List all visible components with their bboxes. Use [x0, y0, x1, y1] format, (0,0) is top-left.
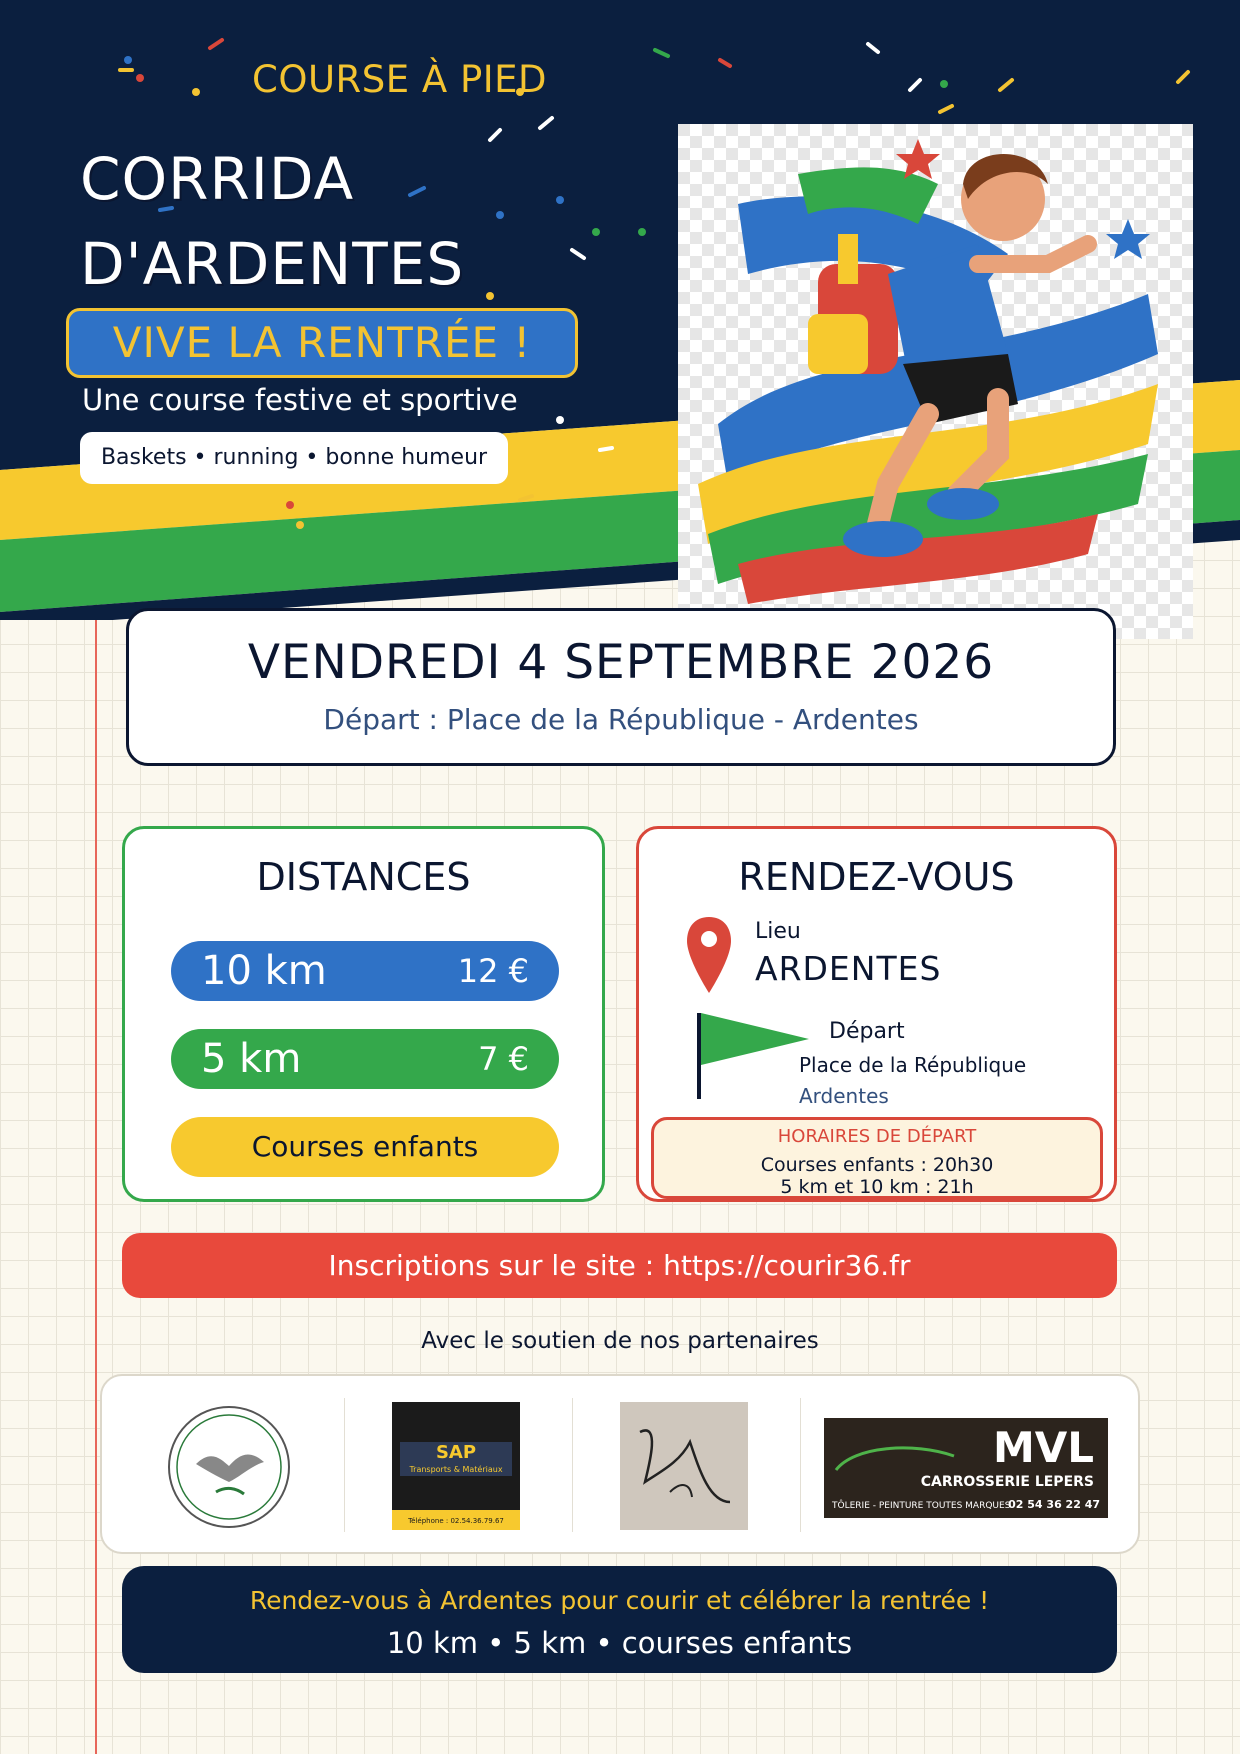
- event-title-line1: CORRIDA: [80, 145, 355, 213]
- mvl-carrosserie-logo: [824, 1418, 1108, 1518]
- partners-heading: Avec le soutien de nos partenaires: [421, 1328, 819, 1354]
- partner-separator: [800, 1398, 801, 1532]
- notebook-margin-line: [95, 560, 97, 1754]
- distance-label: 5 km: [201, 1036, 302, 1082]
- event-title-line2: D'ARDENTES: [80, 230, 465, 298]
- distance-price: 12 €: [457, 952, 529, 990]
- sap-phone: Téléphone : 02.54.36.79.67: [408, 1517, 504, 1525]
- kids-race-label: Courses enfants: [251, 1130, 479, 1163]
- runner-illustration: [678, 124, 1193, 639]
- depart-place: Place de la République: [799, 1053, 1027, 1077]
- sap-logo: [392, 1402, 520, 1530]
- distance-price: 7 €: [478, 1040, 529, 1078]
- sap-subtitle: Transports & Matériaux: [409, 1465, 503, 1474]
- start-time-kids: Courses enfants : 20h30: [760, 1154, 994, 1176]
- rendezvous-heading: RENDEZ-VOUS: [738, 855, 1015, 899]
- partners-card: [100, 1374, 1140, 1554]
- mvl-services: TÔLERIE - PEINTURE TOUTES MARQUES: [832, 1501, 1011, 1511]
- map-pin-icon: [685, 915, 733, 995]
- mvl-subtitle: CARROSSERIE LEPERS: [920, 1474, 1094, 1490]
- lieu-value: ARDENTES: [755, 949, 942, 988]
- mvl-name: MVL: [992, 1423, 1094, 1472]
- start-times-box: [651, 1117, 1103, 1199]
- distance-label: 10 km: [201, 948, 327, 994]
- distance-pill-10km: [171, 941, 559, 1001]
- kicker-text: COURSE À PIED: [252, 58, 548, 101]
- hero-subtitle: Une course festive et sportive: [82, 383, 518, 417]
- tagline-pill: Baskets • running • bonne humeur: [80, 432, 508, 484]
- start-times-heading: HORAIRES DE DÉPART: [777, 1126, 977, 1147]
- mvl-phone: 02 54 36 22 47: [1008, 1498, 1100, 1511]
- event-date: VENDREDI 4 SEPTEMBRE 2026: [247, 635, 995, 690]
- footer-line1: Rendez-vous à Ardentes pour courir et célébrer la rentrée !: [249, 1586, 990, 1615]
- footer-line2: 10 km • 5 km • courses enfants: [386, 1626, 853, 1660]
- footer-banner: [122, 1566, 1117, 1673]
- depart-town: Ardentes: [799, 1084, 889, 1108]
- partner-separator: [572, 1398, 573, 1532]
- distances-card: [122, 826, 605, 1202]
- distance-pill-5km: [171, 1029, 559, 1089]
- date-card: [126, 608, 1116, 766]
- event-start-location: Départ : Place de la République - Ardentes: [323, 703, 919, 736]
- pompes-funebres-logo: [166, 1404, 292, 1530]
- registration-banner: Inscriptions sur le site : https://courir36.fr: [122, 1233, 1117, 1298]
- lieu-label: Lieu: [755, 919, 801, 944]
- vive-la-rentree-banner: VIVE LA RENTRÉE !: [66, 308, 578, 378]
- rendezvous-card: [636, 826, 1117, 1202]
- partner-separator: [344, 1398, 345, 1532]
- sap-name: SAP: [435, 1442, 477, 1463]
- distances-heading: DISTANCES: [256, 855, 471, 899]
- le-p-tit-pont-logo: [620, 1402, 748, 1530]
- depart-label: Départ: [829, 1019, 905, 1044]
- kids-race-pill: [171, 1117, 559, 1177]
- start-time-adults: 5 km et 10 km : 21h: [780, 1176, 974, 1198]
